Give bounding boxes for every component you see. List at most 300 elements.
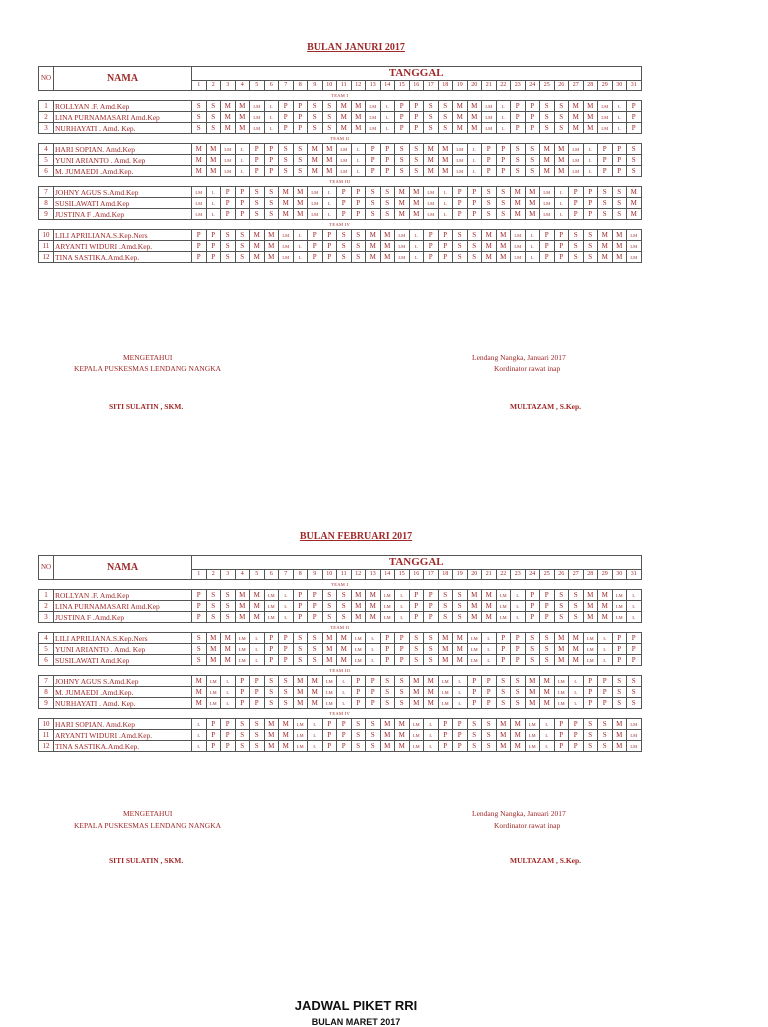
shift-cell: P <box>351 198 366 209</box>
shift-cell: S <box>569 230 584 241</box>
day-number: 17 <box>424 570 439 580</box>
shift-cell: L <box>293 230 308 241</box>
shift-cell: LM <box>511 252 526 263</box>
shift-cell: P <box>380 633 395 644</box>
shift-cell: S <box>511 687 526 698</box>
staff-number: 7 <box>39 676 54 687</box>
shift-cell: LM <box>366 123 381 134</box>
shift-cell: L <box>279 612 294 623</box>
shift-cell: S <box>235 719 250 730</box>
shift-cell: S <box>235 252 250 263</box>
shift-cell: S <box>438 112 453 123</box>
shift-cell: M <box>467 612 482 623</box>
shift-cell: P <box>351 187 366 198</box>
staff-row <box>39 687 642 698</box>
shift-cell: P <box>453 730 468 741</box>
shift-cell: M <box>351 123 366 134</box>
shift-cell: S <box>279 144 294 155</box>
day-number: 12 <box>351 81 366 91</box>
shift-cell: M <box>511 719 526 730</box>
team-row <box>39 623 642 633</box>
shift-cell: S <box>366 741 381 752</box>
shift-cell: L <box>598 644 613 655</box>
right-signatory-name: MULTAZAM , S.Kep. <box>510 402 582 411</box>
shift-cell: S <box>264 198 279 209</box>
shift-cell: L <box>293 241 308 252</box>
shift-cell: S <box>221 252 236 263</box>
mengetahui-label: MENGETAHUI <box>123 353 173 362</box>
shift-cell: M <box>322 155 337 166</box>
shift-cell: M <box>221 644 236 655</box>
staff-name: ARYANTI WIDURI .Amd.Kep. <box>54 730 192 741</box>
shift-cell: L <box>424 741 439 752</box>
staff-row <box>39 241 642 252</box>
shift-cell: LM <box>525 741 540 752</box>
staff-number: 11 <box>39 730 54 741</box>
shift-cell: M <box>250 252 265 263</box>
shift-cell: L <box>583 155 598 166</box>
shift-cell: M <box>351 101 366 112</box>
staff-name: JOHNY AGUS S.Amd.Kep <box>54 676 192 687</box>
shift-cell: M <box>409 687 424 698</box>
shift-cell: M <box>337 123 352 134</box>
shift-cell: M <box>424 687 439 698</box>
shift-cell: L <box>264 123 279 134</box>
staff-number: 1 <box>39 101 54 112</box>
shift-cell: P <box>235 209 250 220</box>
shift-cell: M <box>366 601 381 612</box>
shift-cell: L <box>627 590 642 601</box>
staff-number: 11 <box>39 241 54 252</box>
team-label: TEAM I <box>39 91 642 101</box>
shift-cell: M <box>366 612 381 623</box>
shift-cell: LM <box>612 612 627 623</box>
shift-cell: L <box>467 155 482 166</box>
shift-cell: M <box>380 730 395 741</box>
staff-number: 1 <box>39 590 54 601</box>
shift-cell: L <box>496 112 511 123</box>
shift-cell: LM <box>453 166 468 177</box>
staff-row <box>39 698 642 709</box>
shift-cell: S <box>308 633 323 644</box>
shift-cell: P <box>583 209 598 220</box>
place-date: Lendang Nangka, Januari 2017 <box>472 353 566 362</box>
shift-cell: S <box>612 187 627 198</box>
day-number: 7 <box>279 570 294 580</box>
shift-cell: M <box>569 123 584 134</box>
shift-cell: M <box>206 144 221 155</box>
shift-cell: S <box>206 601 221 612</box>
shift-cell: L <box>554 209 569 220</box>
shift-cell: S <box>511 155 526 166</box>
shift-cell: M <box>380 741 395 752</box>
shift-cell: P <box>424 590 439 601</box>
shift-cell: P <box>554 241 569 252</box>
shift-cell: S <box>511 698 526 709</box>
staff-row <box>39 123 642 134</box>
shift-cell: S <box>351 719 366 730</box>
team-row <box>39 91 642 101</box>
shift-cell: P <box>554 252 569 263</box>
shift-cell: M <box>192 166 207 177</box>
shift-cell: LM <box>438 698 453 709</box>
shift-cell: LM <box>569 144 584 155</box>
shift-cell: S <box>395 698 410 709</box>
shift-cell: S <box>279 687 294 698</box>
shift-cell: P <box>627 655 642 666</box>
shift-cell: P <box>279 644 294 655</box>
shift-cell: S <box>380 687 395 698</box>
shift-cell: P <box>322 741 337 752</box>
shift-cell: M <box>569 644 584 655</box>
shift-cell: P <box>192 252 207 263</box>
day-number: 5 <box>250 570 265 580</box>
shift-cell: P <box>525 612 540 623</box>
shift-cell: P <box>482 698 497 709</box>
staff-row <box>39 590 642 601</box>
shift-cell: L <box>453 687 468 698</box>
shift-cell: P <box>337 741 352 752</box>
shift-cell: P <box>409 123 424 134</box>
mengetahui-label: MENGETAHUI <box>123 809 173 818</box>
shift-cell: S <box>322 601 337 612</box>
shift-cell: P <box>554 730 569 741</box>
shift-cell: L <box>221 676 236 687</box>
shift-cell: P <box>569 741 584 752</box>
shift-cell: M <box>279 719 294 730</box>
shift-cell: S <box>598 209 613 220</box>
shift-cell: LM <box>351 644 366 655</box>
shift-cell: M <box>250 612 265 623</box>
shift-cell: P <box>250 155 265 166</box>
shift-cell: L <box>322 187 337 198</box>
shift-cell: LM <box>279 230 294 241</box>
shift-cell: L <box>337 698 352 709</box>
shift-cell: S <box>525 155 540 166</box>
shift-cell: M <box>424 144 439 155</box>
shift-cell: M <box>540 698 555 709</box>
day-number: 5 <box>250 81 265 91</box>
shift-cell: L <box>380 101 395 112</box>
shift-cell: S <box>496 198 511 209</box>
shift-cell: M <box>235 101 250 112</box>
day-number: 10 <box>322 570 337 580</box>
shift-cell: LM <box>322 698 337 709</box>
shift-cell: M <box>438 155 453 166</box>
shift-cell: S <box>351 730 366 741</box>
shift-cell: P <box>206 730 221 741</box>
shift-cell: L <box>612 123 627 134</box>
shift-cell: L <box>192 719 207 730</box>
shift-cell: M <box>583 123 598 134</box>
shift-cell: S <box>467 730 482 741</box>
shift-cell: M <box>438 633 453 644</box>
shift-cell: LM <box>627 252 642 263</box>
shift-cell: P <box>453 741 468 752</box>
shift-cell: L <box>337 687 352 698</box>
shift-cell: M <box>496 241 511 252</box>
shift-cell: S <box>409 144 424 155</box>
shift-cell: L <box>467 166 482 177</box>
shift-cell: P <box>366 166 381 177</box>
shift-cell: P <box>467 687 482 698</box>
shift-cell: S <box>264 209 279 220</box>
shift-cell: P <box>206 252 221 263</box>
shift-cell: S <box>467 252 482 263</box>
shift-cell: P <box>366 687 381 698</box>
shift-cell: L <box>511 601 526 612</box>
shift-cell: M <box>598 241 613 252</box>
day-number: 4 <box>235 570 250 580</box>
shift-cell: LM <box>337 155 352 166</box>
shift-cell: S <box>525 644 540 655</box>
staff-number: 2 <box>39 601 54 612</box>
staff-row <box>39 166 642 177</box>
shift-cell: M <box>583 101 598 112</box>
shift-cell: P <box>279 112 294 123</box>
staff-number: 10 <box>39 230 54 241</box>
shift-cell: P <box>293 601 308 612</box>
shift-cell: S <box>308 644 323 655</box>
shift-cell: M <box>395 209 410 220</box>
day-number: 14 <box>380 81 395 91</box>
team-label: TEAM I <box>39 580 642 590</box>
staff-name: HARI SOPIAN. Amd.Kep <box>54 144 192 155</box>
shift-cell: LM <box>380 601 395 612</box>
shift-cell: P <box>395 644 410 655</box>
shift-cell: M <box>308 698 323 709</box>
shift-cell: S <box>380 698 395 709</box>
shift-cell: S <box>206 612 221 623</box>
shift-cell: L <box>235 155 250 166</box>
shift-cell: P <box>235 676 250 687</box>
shift-cell: S <box>409 155 424 166</box>
shift-cell: L <box>308 730 323 741</box>
shift-cell: M <box>279 187 294 198</box>
shift-cell: LM <box>496 590 511 601</box>
shift-cell: P <box>511 633 526 644</box>
day-number: 4 <box>235 81 250 91</box>
shift-cell: L <box>569 698 584 709</box>
day-number: 14 <box>380 570 395 580</box>
day-number: 2 <box>206 81 221 91</box>
day-number: 6 <box>264 81 279 91</box>
shift-cell: S <box>424 633 439 644</box>
shift-cell: M <box>598 252 613 263</box>
team-label: TEAM III <box>39 177 642 187</box>
shift-cell: P <box>525 101 540 112</box>
shift-cell: P <box>438 230 453 241</box>
shift-cell: S <box>250 719 265 730</box>
shift-cell: P <box>351 209 366 220</box>
shift-cell: S <box>627 676 642 687</box>
shift-cell: S <box>409 644 424 655</box>
shift-cell: M <box>351 601 366 612</box>
shift-cell: M <box>308 155 323 166</box>
shift-cell: LM <box>293 730 308 741</box>
header-tanggal: TANGGAL <box>192 67 642 81</box>
staff-number: 6 <box>39 655 54 666</box>
shift-cell: L <box>627 601 642 612</box>
shift-cell: M <box>264 241 279 252</box>
shift-cell: M <box>569 655 584 666</box>
shift-cell: S <box>612 687 627 698</box>
shift-cell: M <box>583 112 598 123</box>
shift-cell: P <box>366 155 381 166</box>
header-tanggal: TANGGAL <box>192 556 642 570</box>
shift-cell: S <box>206 112 221 123</box>
shift-cell: L <box>496 101 511 112</box>
shift-cell: S <box>438 123 453 134</box>
shift-cell: M <box>235 123 250 134</box>
shift-cell: P <box>453 209 468 220</box>
shift-cell: S <box>569 612 584 623</box>
shift-cell: P <box>467 698 482 709</box>
shift-cell: P <box>540 612 555 623</box>
shift-cell: M <box>366 590 381 601</box>
shift-cell: S <box>337 230 352 241</box>
shift-cell: M <box>511 187 526 198</box>
shift-cell: P <box>264 644 279 655</box>
shift-cell: LM <box>627 230 642 241</box>
shift-cell: P <box>322 241 337 252</box>
shift-cell: M <box>511 741 526 752</box>
shift-cell: L <box>540 730 555 741</box>
shift-cell: LM <box>264 601 279 612</box>
shift-cell: P <box>482 166 497 177</box>
shift-cell: M <box>322 144 337 155</box>
shift-cell: L <box>612 112 627 123</box>
day-number: 19 <box>453 570 468 580</box>
shift-cell: S <box>424 644 439 655</box>
shift-cell: S <box>293 633 308 644</box>
day-number: 11 <box>337 570 352 580</box>
day-number: 28 <box>583 81 598 91</box>
shift-cell: M <box>540 155 555 166</box>
shift-cell: S <box>467 241 482 252</box>
shift-cell: P <box>612 144 627 155</box>
shift-cell: LM <box>293 719 308 730</box>
shift-cell: M <box>395 741 410 752</box>
staff-number: 2 <box>39 112 54 123</box>
shift-cell: M <box>264 252 279 263</box>
day-number: 21 <box>482 570 497 580</box>
shift-cell: L <box>279 601 294 612</box>
shift-cell: S <box>424 123 439 134</box>
shift-cell: LM <box>438 687 453 698</box>
shift-cell: P <box>496 655 511 666</box>
shift-cell: M <box>627 187 642 198</box>
shift-cell: L <box>511 590 526 601</box>
day-number: 30 <box>612 570 627 580</box>
shift-cell: LM <box>308 187 323 198</box>
shift-cell: P <box>409 112 424 123</box>
shift-cell: LM <box>380 612 395 623</box>
shift-cell: S <box>221 612 236 623</box>
shift-cell: LM <box>308 198 323 209</box>
shift-cell: L <box>206 187 221 198</box>
shift-cell: M <box>366 252 381 263</box>
shift-cell: P <box>395 633 410 644</box>
shift-cell: S <box>583 730 598 741</box>
staff-name: YUNI ARIANTO . Amd. Kep <box>54 644 192 655</box>
shift-cell: L <box>192 741 207 752</box>
shift-cell: M <box>395 730 410 741</box>
shift-cell: S <box>453 241 468 252</box>
shift-cell: P <box>525 590 540 601</box>
shift-cell: LM <box>293 741 308 752</box>
shift-cell: M <box>424 155 439 166</box>
staff-row <box>39 230 642 241</box>
shift-cell: P <box>569 209 584 220</box>
shift-cell: M <box>409 676 424 687</box>
shift-cell: S <box>482 209 497 220</box>
shift-cell: P <box>525 112 540 123</box>
shift-cell: L <box>380 123 395 134</box>
shift-cell: LM <box>598 123 613 134</box>
shift-cell: LM <box>337 144 352 155</box>
shift-cell: S <box>554 590 569 601</box>
shift-cell: S <box>192 101 207 112</box>
day-number: 20 <box>467 81 482 91</box>
shift-cell: M <box>554 633 569 644</box>
shift-cell: LM <box>438 676 453 687</box>
shift-cell: LM <box>322 676 337 687</box>
shift-cell: P <box>540 241 555 252</box>
shift-cell: M <box>482 601 497 612</box>
shift-cell: L <box>598 633 613 644</box>
shift-cell: S <box>250 741 265 752</box>
staff-number: 10 <box>39 719 54 730</box>
shift-cell: S <box>496 209 511 220</box>
shift-cell: M <box>540 166 555 177</box>
shift-cell: P <box>627 101 642 112</box>
shift-cell: LM <box>453 144 468 155</box>
shift-cell: M <box>264 230 279 241</box>
shift-cell: LM <box>511 241 526 252</box>
shift-cell: LM <box>395 252 410 263</box>
shift-cell: LM <box>554 676 569 687</box>
day-number: 17 <box>424 81 439 91</box>
right-signatory-name: MULTAZAM , S.Kep. <box>510 856 582 865</box>
day-number: 3 <box>221 570 236 580</box>
day-number: 16 <box>409 81 424 91</box>
shift-cell: S <box>351 741 366 752</box>
shift-cell: L <box>293 252 308 263</box>
shift-cell: S <box>279 698 294 709</box>
shift-cell: S <box>192 633 207 644</box>
day-number: 20 <box>467 570 482 580</box>
shift-cell: P <box>380 155 395 166</box>
shift-cell: S <box>279 166 294 177</box>
staff-name: ROLLYAN .F. Amd.Kep <box>54 590 192 601</box>
shift-cell: M <box>308 166 323 177</box>
shift-cell: LM <box>250 101 265 112</box>
shift-cell: M <box>293 676 308 687</box>
staff-number: 9 <box>39 698 54 709</box>
staff-row <box>39 676 642 687</box>
staff-row <box>39 209 642 220</box>
shift-cell: P <box>380 144 395 155</box>
shift-cell: S <box>612 698 627 709</box>
shift-cell: P <box>250 166 265 177</box>
shift-cell: L <box>540 741 555 752</box>
shift-cell: M <box>337 644 352 655</box>
kordinator-label: Kordinator rawat inap <box>494 821 561 830</box>
shift-cell: P <box>540 252 555 263</box>
shift-cell: LM <box>583 644 598 655</box>
staff-name: NURHAYATI . Amd. Kep. <box>54 123 192 134</box>
